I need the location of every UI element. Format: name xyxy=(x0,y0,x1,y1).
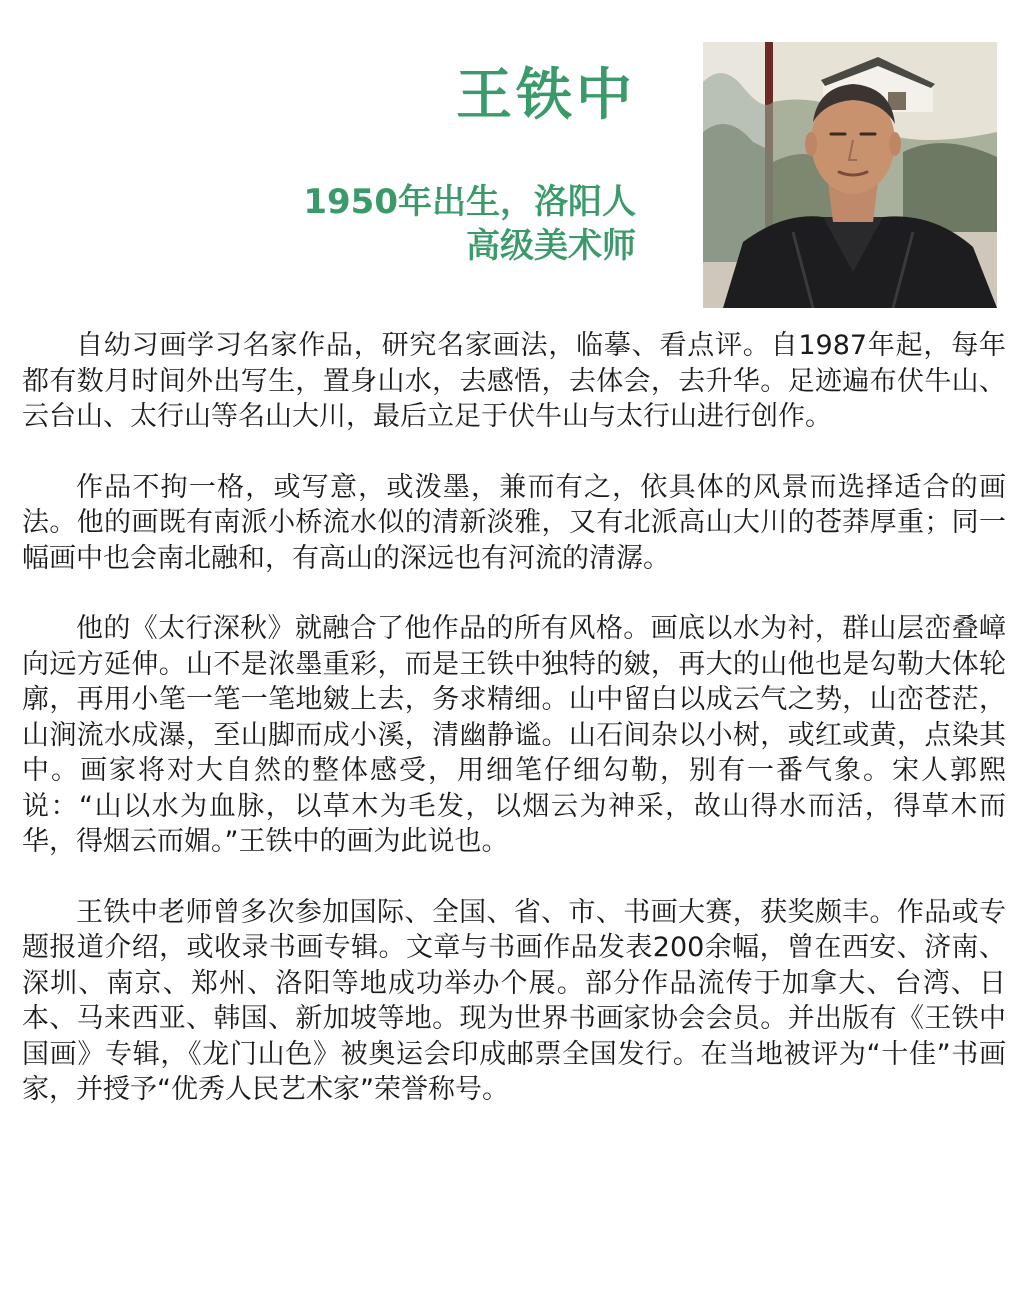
profile-header xyxy=(0,0,1024,320)
biography-paragraph-3: 他的《太行深秋》就融合了他作品的所有风格。画底以水为衬，群山层峦叠嶂向远方延伸。山不是浓墨重彩，而是王铁中独特的皴，再大的山他也是勾勒大体轮廓，再用小笔一笔一笔地皴上去，务求精细。山中留白以成云气之势，山峦苍茫，山涧流水成瀑，至山脚而成小溪，清幽静谧。山石间杂以小树，或红或黄，点染其中。画家将对大自然的整体感受，用细笔仔细勾勒，别有一番气象。宋人郭熙说：“山以水为血脉，以草木为毛发，以烟云为神采，故山得水而活，得草木而华，得烟云而媚。”王铁中的画为此说也。 xyxy=(22,613,1006,857)
subtitle-birth-origin: 1950年出生，洛阳人 xyxy=(303,182,636,222)
artist-portrait-photo xyxy=(703,42,997,308)
biography-paragraph-2: 作品不拘一格，或写意，或泼墨，兼而有之，依具体的风景而选择适合的画法。他的画既有南派小桥流水似的清新淡雅，又有北派高山大川的苍莽厚重；同一幅画中也会南北融和，有高山的深远也有河流的清潺。 xyxy=(22,471,1006,574)
artist-subtitle xyxy=(303,180,636,268)
subtitle-title: 高级美术师 xyxy=(466,226,636,266)
biography-article xyxy=(22,328,1006,1143)
artist-name: 王铁中 xyxy=(456,63,636,128)
biography-paragraph-1: 自幼习画学习名家作品，研究名家画法，临摹、看点评。自1987年起，每年都有数月时间外出写生，置身山水，去感悟，去体会，去升华。足迹遍布伏牛山、云台山、太行山等名山大川，最后立足于伏牛山与太行山进行创作。 xyxy=(22,330,1006,432)
biography-paragraph-4: 王铁中老师曾多次参加国际、全国、省、市、书画大赛，获奖颇丰。作品或专题报道介绍，或收录书画专辑。文章与书画作品发表200余幅，曾在西安、济南、深圳、南京、郑州、洛阳等地成功举办个展。部分作品流传于加拿大、台湾、日本、马来西亚、韩国、新加坡等地。现为世界书画家协会会员。并出版有《王铁中国画》专辑，《龙门山色》被奥运会印成邮票全国发行。在当地被评为“十佳”书画家，并授予“优秀人民艺术家”荣誉称号。 xyxy=(22,896,1006,1105)
